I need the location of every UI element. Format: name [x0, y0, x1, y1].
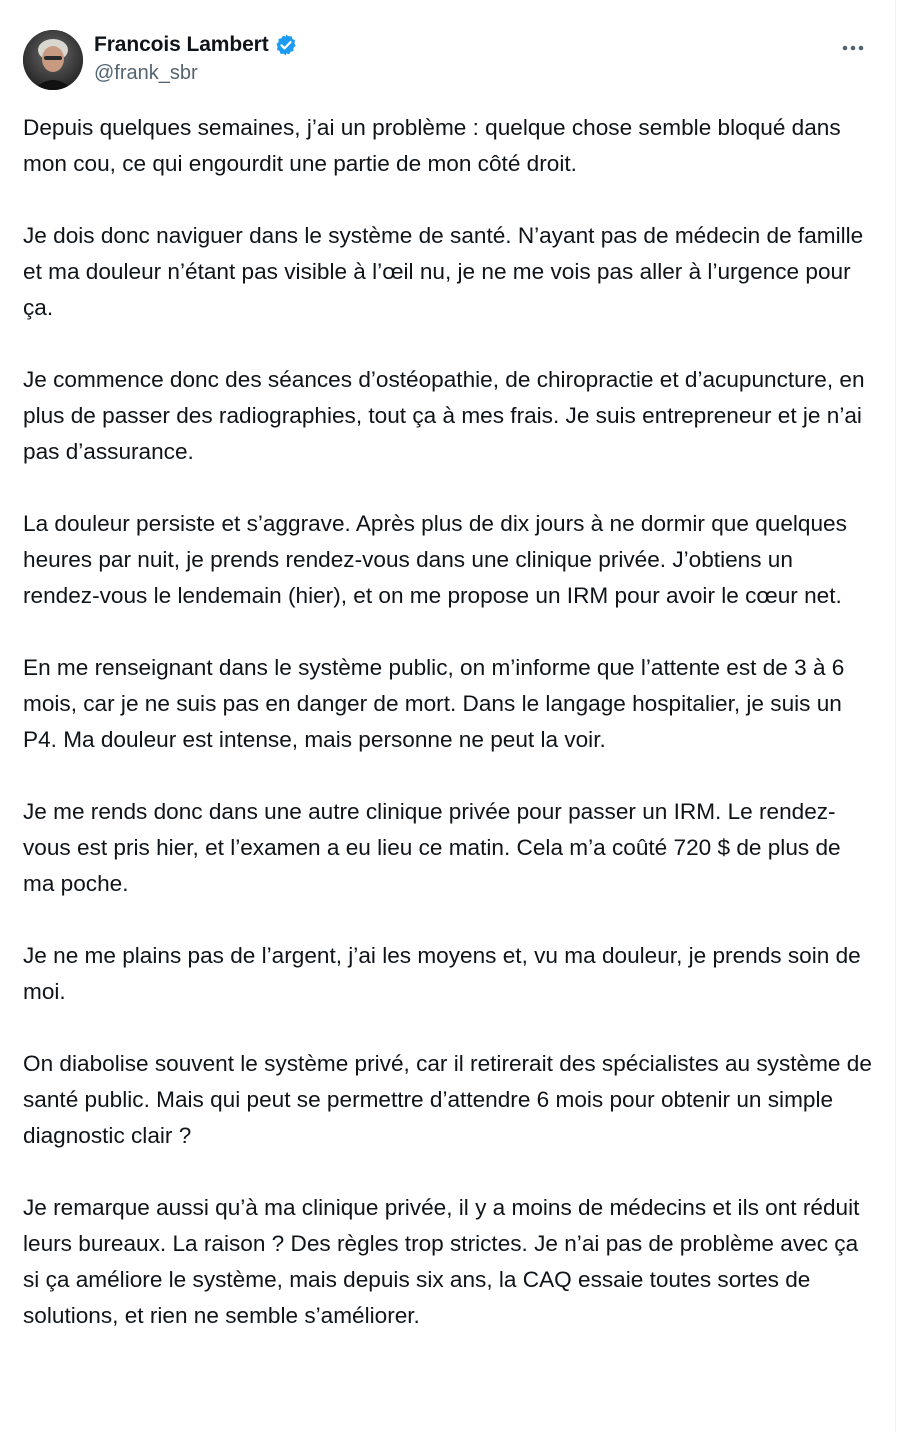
tweet-paragraph: On diabolise souvent le système privé, car il retirerait des spécialistes au système de santé public. Mais qui peut se permettre d’attendre 6 mois pour obtenir un simple diagnostic clair ? [23, 1051, 872, 1148]
tweet-paragraph: Je ne me plains pas de l’argent, j’ai les moyens et, vu ma douleur, je prends soin de moi. [23, 943, 861, 1004]
tweet-paragraph: Depuis quelques semaines, j’ai un problème : quelque chose semble bloqué dans mon cou, ce qui engourdit une partie de mon côté droit. [23, 115, 841, 176]
author-handle[interactable]: @frank_sbr [94, 62, 198, 84]
name-row [94, 31, 298, 59]
tweet-paragraph: Je dois donc naviguer dans le système de santé. N’ayant pas de médecin de famille et ma douleur n’étant pas visible à l’œil nu, je ne me vois pas aller à l’urgence pour ça. [23, 223, 864, 320]
tweet-paragraph: En me renseignant dans le système public, on m’informe que l’attente est de 3 à 6 mois, car je ne suis pas en danger de mort. Dans le langage hospitalier, je suis un P4. Ma douleur est intense, mais personne ne peut la voir. [23, 655, 845, 752]
display-name[interactable]: Francois Lambert [94, 33, 269, 56]
tweet-paragraph: La douleur persiste et s’aggrave. Après plus de dix jours à ne dormir que quelques heures par nuit, je prends rendez-vous dans une clinique privée. J’obtiens un rendez-vous le lendemain (hier), et on me propose un IRM pour avoir le cœur net. [23, 511, 847, 608]
more-options-icon[interactable] [839, 34, 867, 62]
tweet-paragraph: Je commence donc des séances d’ostéopathie, de chiropractie et d’acupuncture, en plus de passer des radiographies, tout ça à mes frais. Je suis entrepreneur et je n’ai pas d’assurance. [23, 367, 865, 464]
tweet-header [23, 30, 875, 92]
tweet-paragraph: Je remarque aussi qu’à ma clinique privée, il y a moins de médecins et ils ont réduit leurs bureaux. La raison ? Des règles trop strictes. Je n’ai pas de problème avec ça si ça améliore le système, mais depuis six ans, la CAQ essaie toutes sortes de solutions, et rien ne semble s’améliorer. [23, 1195, 860, 1328]
verified-badge-icon [274, 33, 298, 57]
tweet-text [23, 110, 873, 1370]
avatar[interactable] [23, 30, 83, 90]
author-names [94, 31, 298, 85]
tweet-paragraph: Je me rends donc dans une autre clinique privée pour passer un IRM. Le rendez-vous est pris hier, et l’examen a eu lieu ce matin. Cela m’a coûté 720 $ de plus de ma poche. [23, 799, 841, 896]
avatar-photo [23, 30, 83, 90]
